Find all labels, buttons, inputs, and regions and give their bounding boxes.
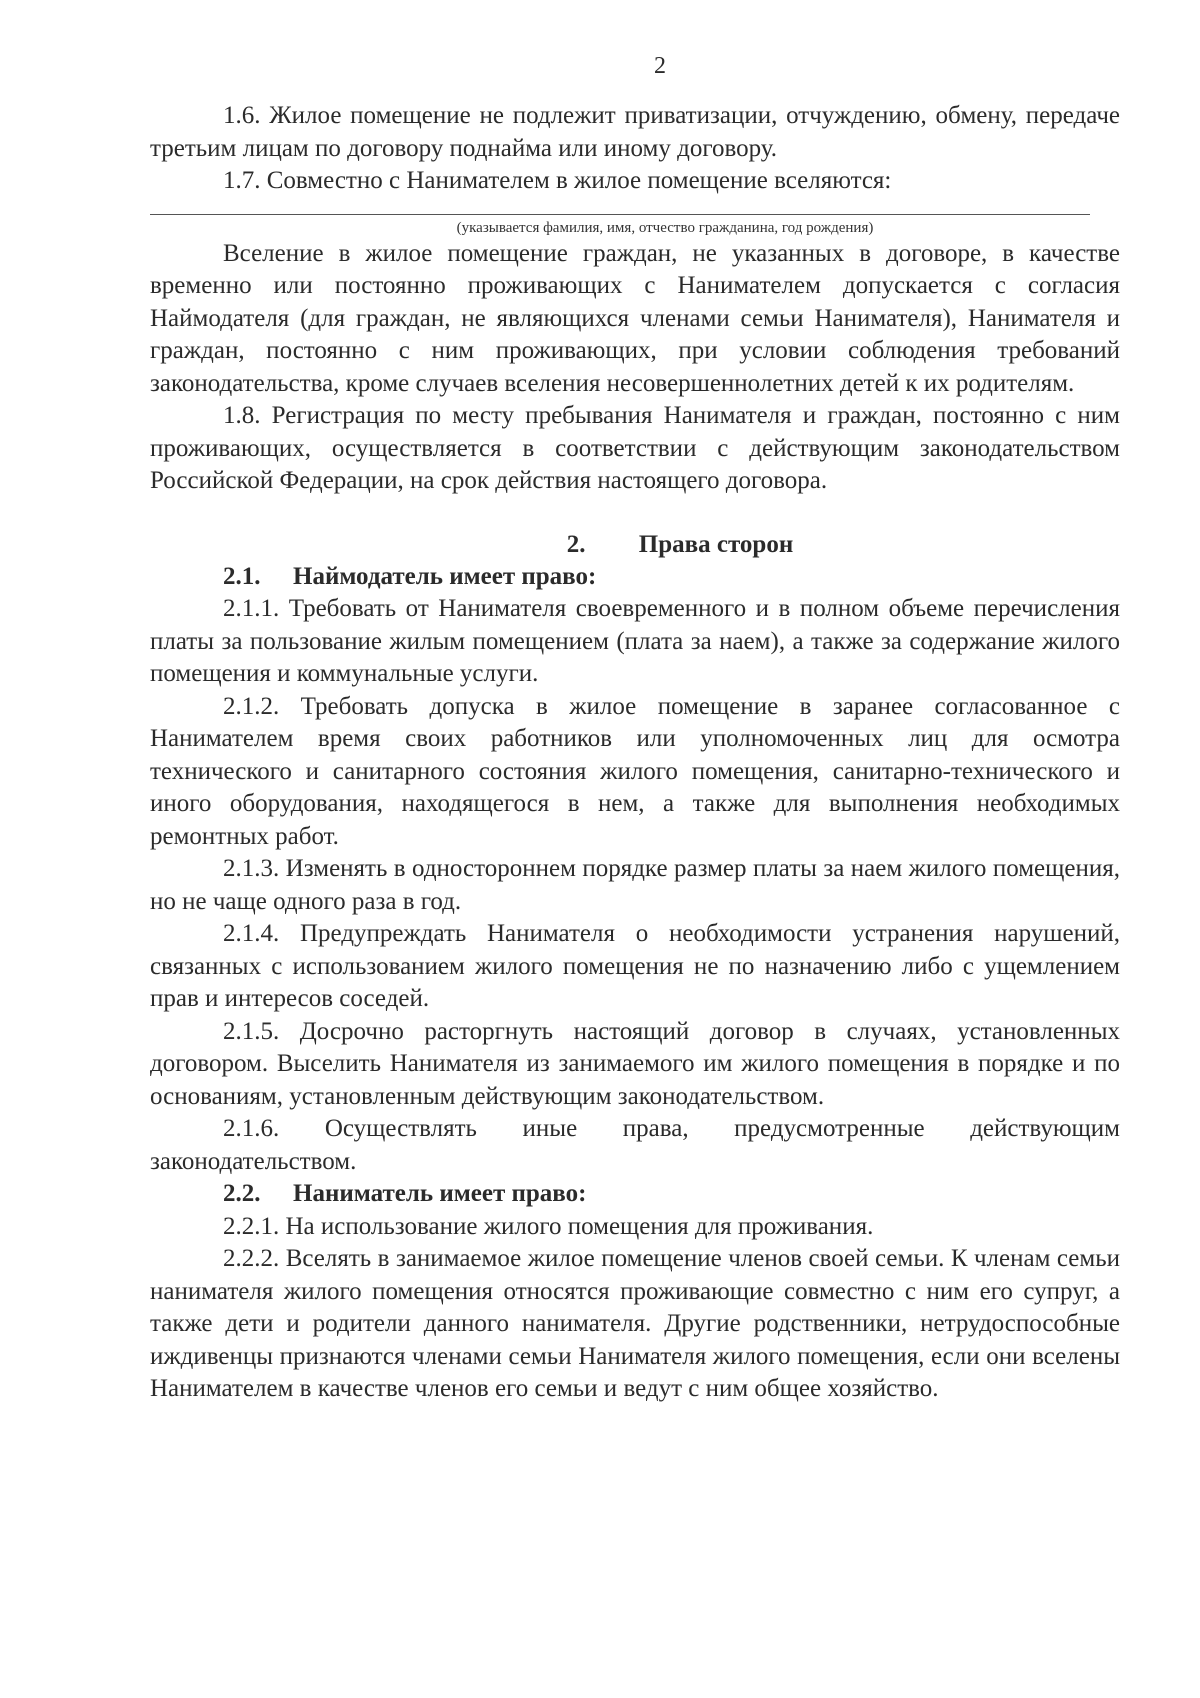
subsection-2-1-number: 2.1. bbox=[223, 562, 261, 590]
fill-in-line bbox=[150, 214, 1090, 215]
item-2-1-2: 2.1.2. Требовать допуска в жилое помещение в заранее согласованное с Нанимателем время своих работников или уполномоченных лиц для осмотра технического и санитарного состояния жилого помещения, санитарно-технического и иного оборудования, находящегося в нем, а также для выполнения необходимых ремонтных работ. bbox=[150, 692, 1120, 850]
item-2-1-6: 2.1.6. Осуществлять иные права, предусмотренные действующим законодательством. bbox=[150, 1115, 1120, 1175]
document-page bbox=[150, 40, 1120, 1406]
subsection-2-2-number: 2.2. bbox=[223, 1180, 261, 1207]
section-2-title: Права сторон bbox=[638, 530, 794, 558]
subsection-2-2-heading bbox=[150, 1178, 1120, 1211]
section-2-number: 2. bbox=[566, 530, 586, 558]
paragraph-settlement: Вселение в жилое помещение граждан, не указанных в договоре, в качестве временно или постоянно проживающих с Нанимателем допускается с согласия Наймодателя (для граждан, не являющихся членами семьи Нанимателя), Нанимателя и граждан, постоянно с ним проживающих, при условии соблюдения требований законодательства, кроме случаев вселения несовершеннолетних детей к их родителям. bbox=[150, 239, 1120, 397]
paragraph-1-8: 1.8. Регистрация по месту пребывания Нанимателя и граждан, постоянно с ним проживающих, осуществляется в соответствии с действующим законодательством Российской Федерации, на срок действия настоящего договора. bbox=[150, 402, 1120, 494]
page-number: 2 bbox=[654, 53, 666, 79]
subsection-2-1-title: Наймодатель имеет право: bbox=[293, 562, 597, 590]
subsection-2-1-heading bbox=[150, 561, 1120, 594]
fill-in-caption: (указывается фамилия, имя, отчество гражданина, год рождения) bbox=[456, 219, 874, 236]
section-2-heading bbox=[240, 528, 1120, 561]
paragraph-1-7: 1.7. Совместно с Нанимателем в жилое помещение вселяются: bbox=[223, 167, 892, 194]
paragraph-1-6: 1.6. Жилое помещение не подлежит приватизации, отчуждению, обмену, передаче третьим лицам по договору поднайма или иному договору. bbox=[150, 102, 1120, 162]
item-2-1-1: 2.1.1. Требовать от Нанимателя своевременного и в полном объеме перечисления платы за пользование жилым помещением (плата за наем), а также за содержание жилого помещения и коммунальные услуги. bbox=[150, 595, 1120, 687]
item-2-1-3: 2.1.3. Изменять в одностороннем порядке размер платы за наем жилого помещения, но не чаще одного раза в год. bbox=[150, 855, 1120, 915]
subsection-2-2-title: Наниматель имеет право: bbox=[293, 1180, 587, 1207]
item-2-1-4: 2.1.4. Предупреждать Нанимателя о необходимости устранения нарушений, связанных с использованием жилого помещения не по назначению либо с ущемлением прав и интересов соседей. bbox=[150, 920, 1120, 1012]
item-2-2-2: 2.2.2. Вселять в занимаемое жилое помещение членов своей семьи. К членам семьи нанимателя жилого помещения относятся проживающие совместно с ним его супруг, а также дети и родители данного нанимателя. Другие родственники, нетрудоспособные иждивенцы признаются членами семьи Нанимателя жилого помещения, если они вселены Нанимателем в качестве членов его семьи и ведут с ним общее хозяйство. bbox=[150, 1245, 1120, 1402]
item-2-2-1: 2.2.1. На использование жилого помещения для проживания. bbox=[223, 1212, 874, 1240]
item-2-1-5: 2.1.5. Досрочно расторгнуть настоящий договор в случаях, установленных договором. Выселить Нанимателя из занимаемого им жилого помещения в порядке и по основаниям, установленным действующим законодательством. bbox=[150, 1017, 1120, 1110]
